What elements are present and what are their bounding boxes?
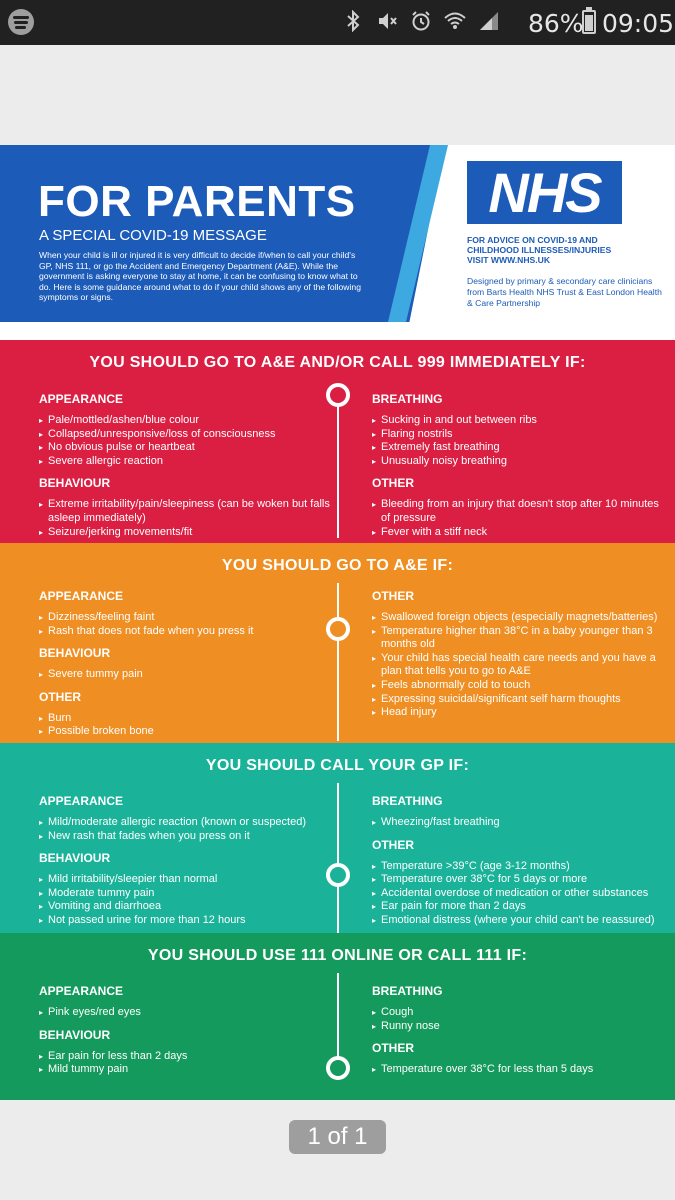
category-label: OTHER: [372, 589, 414, 603]
category-label: APPEARANCE: [39, 392, 124, 406]
category-label: OTHER: [372, 476, 414, 491]
symptom-item: ▸ Mild irritability/sleepier than normal: [39, 873, 339, 887]
symptom-item: ▸ Mild/moderate allergic reaction (known or suspected): [39, 816, 339, 830]
symptom-item: ▸ Pale/mottled/ashen/blue colour: [39, 414, 339, 428]
nhs-logo: NHS: [467, 161, 622, 224]
symptom-list: [372, 860, 672, 928]
right-column: [372, 589, 667, 720]
symptom-item: ▸ Temperature over 38°C for less than 5 days: [372, 1063, 662, 1077]
symptom-list: [39, 414, 339, 468]
symptom-item: ▸ Wheezing/fast breathing: [372, 816, 672, 830]
mute-icon: [376, 10, 398, 32]
symptom-list: [39, 712, 339, 739]
symptom-item: ▸ New rash that fades when you press on it: [39, 830, 339, 844]
spotify-icon: [8, 9, 34, 35]
page-indicator: 1 of 1: [289, 1120, 386, 1154]
credit-text: Designed by primary & secondary care clinicians from Barts Health NHS Trust & East London Health & Care Partnership: [467, 276, 662, 308]
symptom-item: ▸ Runny nose: [372, 1020, 662, 1034]
symptom-list: [39, 1050, 339, 1077]
symptom-list: [39, 873, 339, 927]
symptom-item: ▸ Ear pain for less than 2 days: [39, 1050, 339, 1064]
section-call-111: [0, 933, 675, 1100]
category-label: OTHER: [39, 689, 81, 704]
signal-icon: [478, 10, 500, 32]
symptom-item: ▸ Not passed urine for more than 12 hours: [39, 914, 339, 928]
category-label: BEHAVIOUR: [39, 1027, 111, 1042]
advice-text: FOR ADVICE ON COVID-19 AND CHILDHOOD ILLNESSES/INJURIES VISIT WWW.NHS.UK: [467, 235, 612, 265]
section-heading: YOU SHOULD GO TO A&E AND/OR CALL 999 IMMEDIATELY IF:: [89, 354, 586, 371]
symptom-item: ▸ Expressing suicidal/significant self harm thoughts: [372, 693, 667, 707]
symptom-item: ▸ Temperature higher than 38°C in a baby younger than 3 months old: [372, 625, 667, 652]
section-heading: YOU SHOULD USE 111 ONLINE OR CALL 111 IF:: [147, 947, 528, 964]
symptom-list: [372, 498, 662, 539]
symptom-item: ▸ Fever with a stiff neck: [372, 526, 662, 540]
symptom-item: ▸ Extremely fast breathing: [372, 441, 662, 455]
left-column: [39, 984, 339, 1077]
symptom-item: ▸ Flaring nostrils: [372, 428, 662, 442]
symptom-item: ▸ Seizure/jerking movements/fit: [39, 526, 339, 540]
symptom-list: [372, 816, 672, 830]
symptom-list: [372, 1006, 662, 1033]
status-bar: [0, 0, 675, 45]
symptom-list: [39, 1006, 339, 1020]
category-label: OTHER: [372, 837, 414, 852]
symptom-item: ▸ Bleeding from an injury that doesn't stop after 10 minutes of pressure: [372, 498, 662, 525]
symptom-item: ▸ Temperature >39°C (age 3-12 months): [372, 860, 672, 874]
section-heading: YOU SHOULD GO TO A&E IF:: [221, 557, 454, 574]
symptom-item: ▸ Unusually noisy breathing: [372, 455, 662, 469]
page-subtitle: A SPECIAL COVID-19 MESSAGE: [39, 227, 267, 244]
symptom-item: ▸ Severe tummy pain: [39, 668, 339, 682]
category-label: APPEARANCE: [39, 794, 124, 808]
symptom-item: ▸ Collapsed/unresponsive/loss of consciousness: [39, 428, 339, 442]
section-heading: YOU SHOULD CALL YOUR GP IF:: [205, 757, 470, 774]
symptom-list: [372, 1063, 662, 1077]
symptom-item: ▸ Head injury: [372, 706, 667, 720]
category-label: APPEARANCE: [39, 589, 124, 603]
symptom-item: ▸ Swallowed foreign objects (especially magnets/batteries): [372, 611, 667, 625]
symptom-item: ▸ Accidental overdose of medication or other substances: [372, 887, 672, 901]
right-column: [372, 794, 672, 928]
symptom-item: ▸ Pink eyes/red eyes: [39, 1006, 339, 1020]
symptom-list: [39, 668, 339, 682]
symptom-item: ▸ Mild tummy pain: [39, 1063, 339, 1077]
alarm-icon: [410, 10, 432, 32]
symptom-item: ▸ Feels abnormally cold to touch: [372, 679, 667, 693]
page-title: FOR PARENTS: [38, 177, 356, 226]
category-label: BREATHING: [372, 794, 443, 808]
symptom-item: ▸ Vomiting and diarrhoea: [39, 900, 339, 914]
symptom-item: ▸ Possible broken bone: [39, 725, 339, 739]
battery-icon: [582, 10, 596, 34]
intro-text: When your child is ill or injured it is very difficult to decide if/when to call your child's GP, NHS 111, or go the Accident and Emergency Department (A&E). While the government is asking everyone to stay at home, it can be confusing to know what to do. Here is some guidance around what to do if your child shows any of the following symptoms or signs.: [39, 250, 361, 302]
symptom-item: ▸ Emotional distress (where your child can't be reassured): [372, 914, 672, 928]
symptom-item: ▸ Cough: [372, 1006, 662, 1020]
symptom-list: [372, 414, 662, 468]
category-label: BREATHING: [372, 392, 443, 406]
symptom-item: ▸ Moderate tummy pain: [39, 887, 339, 901]
symptom-list: [372, 611, 667, 720]
category-label: OTHER: [372, 1041, 414, 1056]
category-label: BEHAVIOUR: [39, 646, 111, 661]
symptom-item: ▸ Ear pain for more than 2 days: [372, 900, 672, 914]
symptom-item: ▸ No obvious pulse or heartbeat: [39, 441, 339, 455]
right-column: [372, 984, 662, 1077]
poster-header: [0, 145, 675, 340]
status-icons: [342, 10, 500, 32]
category-label: BEHAVIOUR: [39, 851, 111, 866]
symptom-item: ▸ Burn: [39, 712, 339, 726]
symptom-item: ▸ Sucking in and out between ribs: [372, 414, 662, 428]
right-column: [372, 392, 662, 539]
symptom-item: ▸ Your child has special health care needs and you have a plan that tells you to go to A&E: [372, 652, 667, 679]
symptom-list: [39, 611, 339, 638]
symptom-item: ▸ Severe allergic reaction: [39, 455, 339, 469]
category-label: BREATHING: [372, 984, 443, 998]
left-column: [39, 392, 339, 539]
bluetooth-icon: [342, 10, 364, 32]
symptom-item: ▸ Extreme irritability/pain/sleepiness (can be woken but falls asleep immediately): [39, 498, 339, 525]
category-label: BEHAVIOUR: [39, 476, 111, 491]
left-column: [39, 794, 339, 928]
wifi-icon: [444, 10, 466, 32]
symptom-list: [39, 498, 339, 539]
symptom-item: ▸ Dizziness/feeling faint: [39, 611, 339, 625]
document-page[interactable]: [0, 145, 675, 1100]
category-label: APPEARANCE: [39, 984, 124, 998]
symptom-item: ▸ Rash that does not fade when you press it: [39, 625, 339, 639]
symptom-list: [39, 816, 339, 843]
section-call-999: [0, 340, 675, 543]
battery-percentage: 86%: [528, 9, 584, 38]
clock: 09:05: [602, 9, 675, 38]
section-go-to-ae: [0, 543, 675, 743]
section-call-gp: [0, 743, 675, 933]
symptom-item: ▸ Temperature over 38°C for 5 days or more: [372, 873, 672, 887]
left-column: [39, 589, 339, 739]
